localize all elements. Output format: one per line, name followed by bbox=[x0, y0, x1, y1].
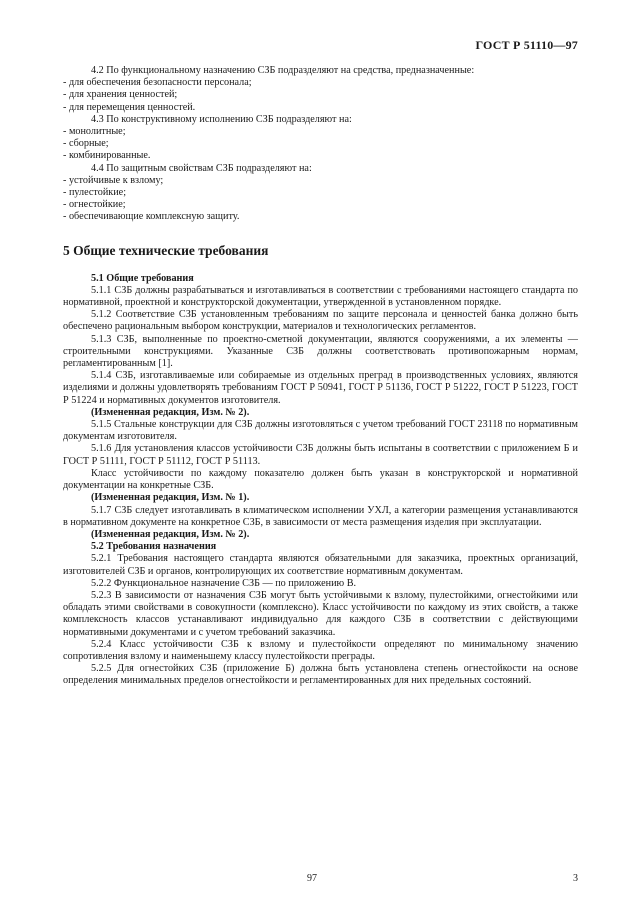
clause-5-2-4: 5.2.4 Класс устойчивости СЗБ к взлому и пулестойкости определяют по минимальному значению сопротивления взлому и наименьшему классу пулестойкости преграды. bbox=[63, 638, 578, 662]
amendment-note: (Измененная редакция, Изм. № 2). bbox=[91, 528, 250, 540]
list-item: - огнестойкие; bbox=[63, 199, 126, 211]
list-item: - монолитные; bbox=[63, 126, 126, 138]
clause-5-1-4: 5.1.4 СЗБ, изготавливаемые или собираемые из отдельных преград в производственных условиях, являются изделиями и должны удовлетворять требованиям ГОСТ Р 50941, ГОСТ Р 51136, ГОСТ Р 51222, ГОСТ Р 51223, ГОСТ Р 51224 и нормативных документов изготовителя. bbox=[63, 370, 578, 406]
standard-header: ГОСТ Р 51110—97 bbox=[475, 38, 578, 52]
clause-4-4: 4.4 По защитным свойствам СЗБ подразделяют на: bbox=[91, 162, 312, 174]
section-title: 5 Общие технические требования bbox=[63, 242, 269, 258]
subsection-title-5-1: 5.1 Общие требования bbox=[91, 272, 194, 284]
amendment-note: (Измененная редакция, Изм. № 1). bbox=[91, 492, 250, 504]
list-item: - обеспечивающие комплексную защиту. bbox=[63, 211, 240, 223]
clause-5-2-5: 5.2.5 Для огнестойких СЗБ (приложение Б) должна быть установлена степень огнестойкости на основе определения минимальных пределов огнестойкости и регламентированных для них предельных состояний. bbox=[63, 663, 578, 687]
sheet-number: 3 bbox=[573, 873, 578, 884]
amendment-note: (Измененная редакция, Изм. № 2). bbox=[91, 406, 250, 418]
clause-5-1-3: 5.1.3 СЗБ, выполненные по проектно-сметной документации, являются сооружениями, а их элементы — строительными конструкциями. Указанные СЗБ должны соответствовать противопожарным нормам, регламентированным [1]. bbox=[63, 333, 578, 370]
list-item: - сборные; bbox=[63, 138, 109, 150]
clause-5-1-2: 5.1.2 Соответствие СЗБ установленным требованиям по защите персонала и ценностей банка должно быть обеспечено рациональным выбором конструкции, материалов и технологических регламентов. bbox=[63, 309, 578, 333]
clause-4-3: 4.3 По конструктивному исполнению СЗБ подразделяют на: bbox=[91, 113, 352, 125]
clause-4-2: 4.2 По функциональному назначению СЗБ подразделяют на средства, предназначенные: bbox=[91, 65, 475, 76]
clause-5-2-2: 5.2.2 Функциональное назначение СЗБ — по приложению В. bbox=[91, 577, 357, 589]
list-item: - пулестойкие; bbox=[63, 187, 127, 199]
list-item: - для хранения ценностей; bbox=[63, 89, 178, 101]
clause-5-2-3: 5.2.3 В зависимости от назначения СЗБ могут быть устойчивыми к взлому, пулестойкими, огнестойкими или обладать этими свойствами в совокупности (комплексно). Класс устойчивости по каждому из этих свойств, а также комплексность классов устанавливают индивидуально для каждого СЗБ в соответствии с действующими нормативными документами и с учетом требований заказчика. bbox=[63, 589, 578, 638]
list-item: - устойчивые к взлому; bbox=[63, 174, 164, 186]
clause-5-1-1: 5.1.1 СЗБ должны разрабатываться и изготавливаться в соответствии с требованиями настоящего стандарта по нормативной, проектной и конструкторской документации, утвержденной в установленном порядке. bbox=[63, 284, 578, 309]
list-item: - для обеспечения безопасности персонала; bbox=[63, 77, 252, 89]
clause-5-2-1: 5.2.1 Требования настоящего стандарта являются обязательными для заказчика, проектных организаций, изготовителей СЗБ и органов, контролирующих их соответствие нормативным документам. bbox=[63, 553, 578, 577]
list-item: - комбинированные. bbox=[63, 150, 151, 162]
class-paragraph: Класс устойчивости по каждому показателю должен быть указан в конструкторской и нормативной документации на конкретные СЗБ. bbox=[63, 467, 578, 492]
page-number: 97 bbox=[307, 873, 317, 884]
list-item: - для перемещения ценностей. bbox=[63, 101, 196, 113]
clause-5-1-5: 5.1.5 Стальные конструкции для СЗБ должны изготовляться с учетом требований ГОСТ 23118 по нормативным документам изготовителя. bbox=[63, 419, 578, 443]
document-body bbox=[63, 65, 578, 688]
clause-5-1-6: 5.1.6 Для установления классов устойчивости СЗБ должны быть испытаны в соответствии с приложением Б и ГОСТ Р 51111, ГОСТ Р 51112, ГОСТ Р 51113. bbox=[63, 443, 578, 467]
clause-5-1-7: 5.1.7 СЗБ следует изготавливать в климатическом исполнении УХЛ, а категории размещения устанавливаются в нормативном документе на конкретное СЗБ, в зависимости от места размещения изделия при эксплуатации. bbox=[63, 504, 578, 528]
subsection-title-5-2: 5.2 Требования назначения bbox=[91, 541, 217, 553]
